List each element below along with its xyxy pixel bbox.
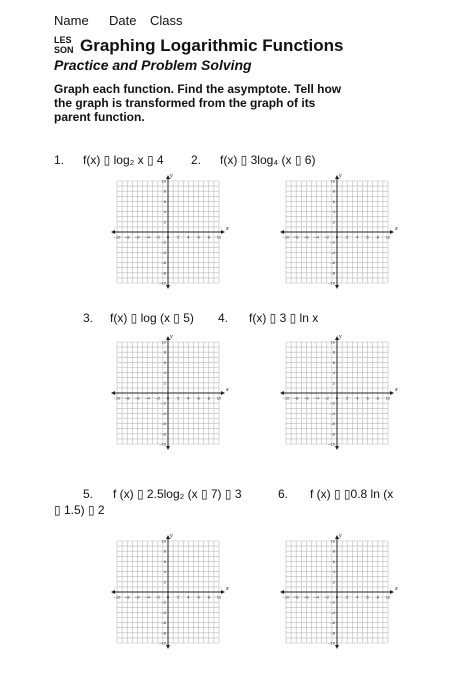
y-tick-label: –2	[330, 400, 335, 406]
y-tick-label: –8	[330, 630, 335, 636]
instructions: Graph each function. Find the asymptote. Tell how the graph is transformed from the graph of its parent function.	[54, 82, 342, 124]
y-tick-label: 6	[163, 359, 166, 365]
problem-4-text: f(x) ▯ 3 ▯ ln x	[249, 311, 319, 325]
y-tick-label: –10	[159, 280, 166, 286]
x-tick-label: 6	[366, 395, 369, 401]
x-tick-label: 8	[207, 594, 210, 600]
y-tick-label: –6	[161, 260, 166, 266]
x-tick-label: 4	[356, 234, 359, 240]
x-tick-label: 8	[207, 234, 210, 240]
arrow-icon	[335, 285, 339, 289]
y-tick-label: –6	[161, 421, 166, 427]
y-tick-label: 2	[163, 380, 166, 386]
x-tick-label: –2	[324, 594, 330, 600]
x-tick-label: 10	[385, 594, 391, 600]
x-tick-label: 6	[366, 594, 369, 600]
y-axis-label: y	[339, 533, 342, 539]
y-tick-label: 4	[332, 370, 335, 376]
y-tick-label: –2	[161, 400, 166, 406]
x-tick-label: 4	[187, 395, 190, 401]
problem-5-number: 5.	[83, 487, 94, 501]
y-tick-label: 2	[163, 579, 166, 585]
x-tick-label: 8	[376, 395, 379, 401]
problem-2-number: 2.	[191, 153, 202, 167]
x-tick-label: –8	[293, 594, 299, 600]
x-tick-label: 10	[216, 234, 222, 240]
x-tick-label: 4	[356, 395, 359, 401]
arrow-icon	[221, 590, 225, 594]
graph-grid-6	[281, 530, 397, 645]
y-tick-label: 8	[332, 548, 335, 554]
y-tick-label: –8	[161, 270, 166, 276]
x-tick-label: 0	[335, 594, 339, 600]
y-tick-label: 2	[332, 380, 335, 386]
x-tick-label: –6	[135, 594, 140, 600]
x-tick-label: 2	[177, 594, 180, 600]
x-tick-label: 2	[346, 234, 349, 240]
y-tick-label: –4	[161, 410, 166, 416]
y-tick-label: 10	[330, 339, 335, 345]
x-tick-label: –4	[145, 395, 150, 401]
x-tick-label: 2	[346, 395, 349, 401]
x-tick-label: –6	[304, 234, 309, 240]
x-tick-label: –4	[145, 594, 150, 600]
y-tick-label: 6	[163, 198, 166, 204]
y-tick-label: 8	[332, 349, 335, 355]
x-tick-label: –6	[304, 594, 309, 600]
y-tick-label: 4	[163, 370, 166, 376]
problem-1-number: 1.	[54, 153, 65, 167]
problem-3-number: 3.	[83, 311, 94, 325]
x-tick-label: –2	[155, 395, 161, 401]
x-tick-label: –10	[282, 395, 290, 401]
y-tick-label: –10	[328, 280, 335, 286]
page-subtitle: Practice and Problem Solving	[54, 57, 252, 73]
y-axis-label: y	[170, 173, 173, 179]
arrow-icon	[111, 391, 115, 395]
x-tick-label: –6	[135, 234, 140, 240]
x-axis-label: x	[226, 586, 229, 592]
y-tick-label: –2	[330, 239, 335, 245]
arrow-icon	[166, 446, 170, 450]
x-tick-label: –6	[304, 395, 309, 401]
y-tick-label: 4	[163, 209, 166, 215]
y-tick-label: 10	[161, 538, 166, 544]
problem-3-text: f(x) ▯ log (x ▯ 5)	[110, 311, 194, 325]
x-tick-label: 4	[187, 234, 190, 240]
y-tick-label: –4	[330, 249, 335, 255]
x-tick-label: 0	[166, 395, 170, 401]
arrow-icon	[280, 391, 284, 395]
x-tick-label: –2	[155, 594, 161, 600]
y-tick-label: 10	[161, 339, 166, 345]
y-tick-label: 8	[163, 188, 166, 194]
y-tick-label: –10	[159, 640, 166, 646]
arrow-icon	[335, 645, 339, 649]
x-tick-label: –10	[113, 395, 121, 401]
x-tick-label: –8	[293, 234, 299, 240]
y-tick-label: 4	[163, 569, 166, 575]
x-tick-label: 6	[197, 395, 200, 401]
x-axis-label: x	[395, 387, 398, 393]
x-tick-label: 10	[385, 234, 391, 240]
x-tick-label: –4	[145, 234, 150, 240]
y-axis-label: y	[339, 334, 342, 340]
graph-grid-2	[281, 170, 397, 285]
x-tick-label: –8	[124, 395, 130, 401]
problem-6-number: 6.	[278, 487, 289, 501]
arrow-icon	[111, 230, 115, 234]
y-tick-label: –6	[330, 260, 335, 266]
arrow-icon	[390, 590, 394, 594]
y-tick-label: –10	[328, 640, 335, 646]
y-tick-label: –4	[161, 249, 166, 255]
date-label: Date	[109, 13, 137, 28]
x-axis-label: x	[226, 387, 229, 393]
x-tick-label: 6	[197, 594, 200, 600]
x-tick-label: 2	[177, 234, 180, 240]
x-tick-label: –6	[135, 395, 140, 401]
x-tick-label: –4	[314, 594, 319, 600]
x-tick-label: 2	[346, 594, 349, 600]
y-tick-label: 6	[332, 359, 335, 365]
y-tick-label: –6	[330, 620, 335, 626]
y-tick-label: 4	[332, 569, 335, 575]
graph-grid-3	[112, 331, 228, 446]
problem-4-number: 4.	[218, 311, 229, 325]
arrow-icon	[111, 590, 115, 594]
y-tick-label: –2	[330, 599, 335, 605]
y-tick-label: 6	[163, 558, 166, 564]
arrow-icon	[166, 285, 170, 289]
y-tick-label: 8	[332, 188, 335, 194]
arrow-icon	[335, 446, 339, 450]
x-tick-label: –4	[314, 395, 319, 401]
x-tick-label: –2	[324, 395, 330, 401]
y-tick-label: 8	[163, 349, 166, 355]
x-tick-label: 0	[335, 234, 339, 240]
y-tick-label: 8	[163, 548, 166, 554]
x-axis-label: x	[395, 586, 398, 592]
problem-6-text: f (x) ▯ ▯0.8 ln (x	[310, 487, 394, 501]
problem-2-text: f(x) ▯ 3log₄ (x ▯ 6)	[220, 153, 316, 167]
problem-6-text-continued: ▯ 1.5) ▯ 2	[54, 503, 105, 517]
class-label: Class	[150, 13, 183, 28]
x-axis-label: x	[226, 226, 229, 232]
x-tick-label: –2	[155, 234, 161, 240]
x-tick-label: –8	[124, 594, 130, 600]
y-tick-label: –8	[161, 630, 166, 636]
x-tick-label: 8	[207, 395, 210, 401]
y-tick-label: –4	[330, 609, 335, 615]
y-tick-label: –8	[330, 431, 335, 437]
arrow-icon	[166, 645, 170, 649]
y-tick-label: 10	[330, 178, 335, 184]
x-tick-label: 6	[197, 234, 200, 240]
x-tick-label: 6	[366, 234, 369, 240]
y-tick-label: –2	[161, 599, 166, 605]
x-tick-label: 8	[376, 234, 379, 240]
y-tick-label: –4	[161, 609, 166, 615]
y-axis-label: y	[170, 533, 173, 539]
x-tick-label: 0	[335, 395, 339, 401]
arrow-icon	[280, 590, 284, 594]
problem-5-text: f (x) ▯ 2.5log₂ (x ▯ 7) ▯ 3	[113, 487, 242, 501]
x-tick-label: 4	[356, 594, 359, 600]
x-tick-label: 8	[376, 594, 379, 600]
y-tick-label: –8	[330, 270, 335, 276]
lesson-tag-line1: LES	[54, 35, 72, 45]
y-tick-label: 6	[332, 198, 335, 204]
x-tick-label: –8	[124, 234, 130, 240]
y-tick-label: 4	[332, 209, 335, 215]
name-label: Name	[54, 13, 89, 28]
y-tick-label: –6	[330, 421, 335, 427]
arrow-icon	[280, 230, 284, 234]
page-title: Graphing Logarithmic Functions	[80, 36, 344, 55]
x-tick-label: –10	[282, 594, 290, 600]
x-tick-label: –8	[293, 395, 299, 401]
y-tick-label: 2	[332, 579, 335, 585]
y-tick-label: 10	[330, 538, 335, 544]
x-tick-label: –10	[113, 234, 121, 240]
arrow-icon	[390, 230, 394, 234]
y-tick-label: 2	[163, 219, 166, 225]
y-tick-label: 2	[332, 219, 335, 225]
y-axis-label: y	[339, 173, 342, 179]
arrow-icon	[221, 230, 225, 234]
x-tick-label: 2	[177, 395, 180, 401]
lesson-tag-line2: SON	[54, 45, 74, 55]
x-axis-label: x	[395, 226, 398, 232]
x-tick-label: –10	[113, 594, 121, 600]
graph-grid-1	[112, 170, 228, 285]
y-tick-label: –2	[161, 239, 166, 245]
y-tick-label: –10	[328, 441, 335, 447]
y-tick-label: 10	[161, 178, 166, 184]
x-tick-label: 10	[385, 395, 391, 401]
y-tick-label: –8	[161, 431, 166, 437]
x-tick-label: 0	[166, 234, 170, 240]
y-axis-label: y	[170, 334, 173, 340]
graph-grid-4	[281, 331, 397, 446]
y-tick-label: –6	[161, 620, 166, 626]
problem-1-text: f(x) ▯ log₂ x ▯ 4	[83, 153, 164, 167]
x-tick-label: 10	[216, 594, 222, 600]
y-tick-label: –4	[330, 410, 335, 416]
x-tick-label: –4	[314, 234, 319, 240]
x-tick-label: 4	[187, 594, 190, 600]
arrow-icon	[221, 391, 225, 395]
arrow-icon	[390, 391, 394, 395]
x-tick-label: 10	[216, 395, 222, 401]
y-tick-label: –10	[159, 441, 166, 447]
y-tick-label: 6	[332, 558, 335, 564]
lesson-tag	[54, 35, 74, 55]
x-tick-label: –10	[282, 234, 290, 240]
x-tick-label: 0	[166, 594, 170, 600]
graph-grid-5	[112, 530, 228, 645]
x-tick-label: –2	[324, 234, 330, 240]
